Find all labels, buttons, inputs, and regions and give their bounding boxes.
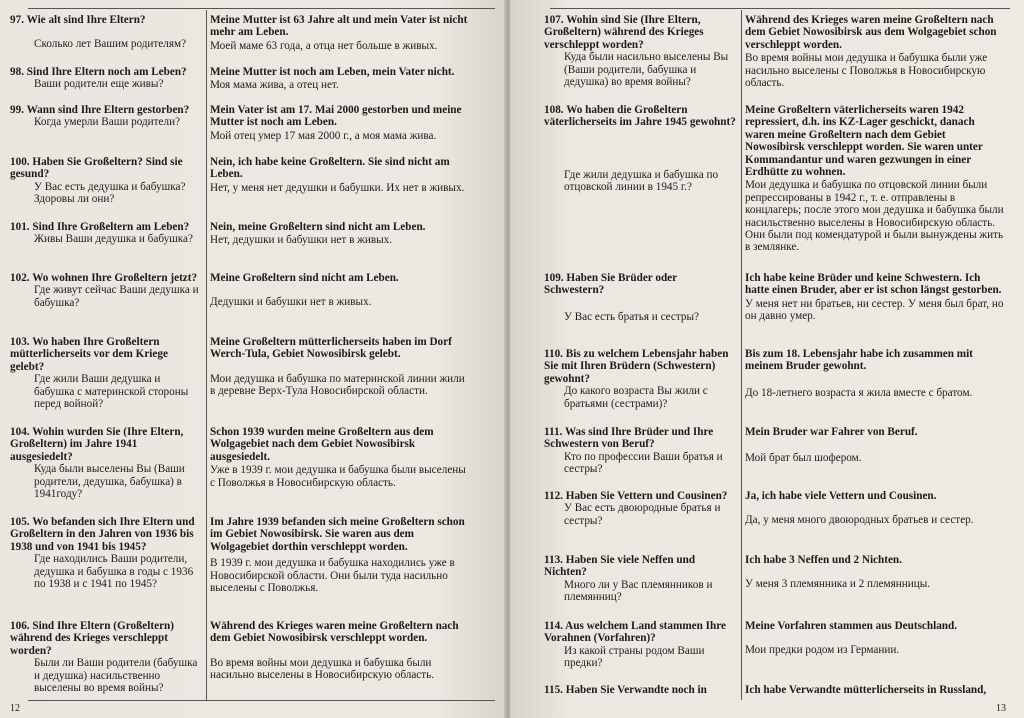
question-de: Wohin wurden Sie (Ihre Eltern, Großeltern) im Jahre 1941 ausgesiedelt? (10, 426, 184, 463)
question (10, 104, 202, 129)
question-ru: У Вас есть дедушка и бабушка? Здоровы ли они? (34, 180, 186, 206)
answer-de: Meine Großeltern väterlicherseits waren 1942 repressiert, d.h. ins KZ-Lager geschickt, danach waren meine Großeltern nach dem Gebiet Nowosibirsk verschleppt worden. Sie waren unter Kommandantur und waren gezwungen in einer Erdhütte zu wohnen. (745, 104, 983, 179)
question-number: 97. (10, 14, 24, 26)
column-divider (741, 10, 742, 700)
answer-ru: Нет, у меня нет дедушки и бабушки. Их нет в живых. (210, 181, 465, 194)
question-ru: Много ли у Вас племянников и племянниц? (564, 578, 713, 604)
question (10, 426, 202, 500)
question (10, 336, 202, 410)
answer-ru: Во время войны мои дедушка и бабушка были насильно выселены в Новосибирскую область. (210, 656, 435, 682)
question-number: 99. (10, 104, 24, 116)
question-number: 111. (544, 426, 563, 438)
question (544, 272, 738, 323)
question-de: Wohin sind Sie (Ihre Eltern, Großeltern) während des Krieges verschleppt worden? (544, 14, 704, 51)
question-number: 110. (544, 348, 563, 360)
question-ru: Где живут сейчас Ваши дедушка и бабушка? (34, 284, 199, 309)
question-number: 102. (10, 272, 30, 284)
answer (745, 490, 1007, 527)
question (544, 14, 738, 88)
answer (210, 104, 470, 142)
answer (745, 348, 1007, 399)
question-number: 105. (10, 516, 30, 528)
question-ru: У Вас есть двоюродные братья и сестры? (564, 502, 721, 527)
table-rule (28, 700, 495, 701)
question-de: Bis zu welchem Lebensjahr haben Sie mit Ihren Brüdern (Schwestern) gewohnt? (544, 348, 729, 385)
question-number: 107. (544, 14, 564, 26)
answer-de: Schon 1939 wurden meine Großeltern aus dem Wolgagebiet nach dem Gebiet Nowosibirsk ausgesiedelt. (210, 426, 434, 463)
question-de: Sind Ihre Eltern noch am Leben? (26, 66, 187, 78)
answer (210, 221, 470, 247)
question-de: Wo haben Ihre Großeltern mütterlicherseits vor dem Kriege gelebt? (10, 336, 168, 373)
question-ru: Сколько лет Вашим родителям? (34, 38, 187, 51)
answer (210, 272, 470, 309)
answer-de: Meine Großeltern mütterlicherseits haben im Dorf Werch-Tula, Gebiet Nowosibirsk gelebt. (210, 336, 452, 361)
answer-ru: У меня нет ни братьев, ни сестер. У меня был брат, но он давно умер. (745, 297, 1004, 323)
answer (210, 156, 470, 194)
answer (745, 426, 1007, 465)
question-number: 103. (10, 336, 30, 348)
question (544, 348, 738, 410)
question (544, 490, 738, 527)
question-de: Haben Sie Verwandte noch in (565, 684, 707, 696)
answer-de: Mein Bruder war Fahrer von Beruf. (745, 426, 918, 438)
question-number: 113. (544, 554, 563, 566)
answer (210, 336, 470, 398)
answer-ru: Уже в 1939 г. мои дедушка и бабушка были выселены с Поволжья в Новосибирскую область. (210, 464, 466, 489)
right-page (510, 0, 1024, 718)
answer-ru: Мои дедушка и бабушка по материнской линии жили в деревне Верх-Тула Новосибирской области. (210, 372, 465, 398)
answer (745, 554, 1007, 591)
answer-ru: Во время войны мои дедушка и бабушка были уже насильно выселены с Поволжья в Новосибирскую область. (745, 52, 988, 90)
answer-ru: Да, у меня много двоюродных братьев и сестер. (745, 514, 974, 527)
answer-ru: Мой отец умер 17 мая 2000 г., а моя мама жива. (210, 129, 437, 142)
question-ru: Из какой страны родом Ваши предки? (564, 644, 705, 670)
question-ru: Кто по профессии Ваши братья и сестры? (564, 450, 723, 476)
answer-de: Während des Krieges waren meine Großeltern nach dem Gebiet Nowosibirsk verschleppt worden. (210, 620, 459, 645)
question-number: 114. (544, 620, 563, 632)
answer (745, 272, 1007, 323)
question-number: 106. (10, 620, 30, 632)
question-de: Haben Sie Großeltern? Sind sie gesund? (10, 156, 183, 181)
question-ru: Где жили Ваши дедушка и бабушка с материнской стороны перед войной? (34, 373, 189, 411)
question (544, 104, 738, 194)
answer-ru: Дедушки и бабушки нет в живых. (210, 296, 372, 309)
answer-ru: Моя мама жива, а отец нет. (210, 79, 339, 92)
question-de: Sind Ihre Eltern (Großeltern) während des Krieges verschleppt worden? (10, 620, 174, 657)
answer-ru: Мои дедушка и бабушка по отцовской линии были репрессированы в 1942 г., т. е. отправлены в концлагерь; после этого мои дедушка и бабушка были насильственно выселены в Новосибирскую область. Они были под комендатурой и были вынуждены жить в землянке. (745, 179, 1004, 254)
question-number: 100. (10, 156, 30, 168)
left-page (0, 0, 506, 718)
question-de: Wo befanden sich Ihre Eltern und Großeltern in den Jahren von 1936 bis 1938 und von 1941 bis 1945? (10, 516, 195, 553)
answer-ru: Мой брат был шофером. (745, 452, 862, 465)
question-ru: До какого возраста Вы жили с братьями (сестрами)? (564, 385, 708, 410)
question-ru: Куда были выселены Вы (Ваши родители, дедушка, бабушка) в 1941году? (34, 463, 185, 501)
question-ru: Где жили дедушка и бабушка по отцовской линии в 1945 г.? (564, 168, 719, 194)
question-de: Wann sind Ihre Eltern gestorben? (26, 104, 190, 116)
answer-de: Meine Mutter ist 63 Jahre alt und mein Vater ist nicht mehr am Leben. (210, 14, 468, 39)
page-number: 13 (996, 703, 1006, 714)
question-number: 109. (544, 272, 564, 284)
answer (745, 620, 1007, 657)
question (544, 620, 738, 670)
answer-ru: Нет, дедушки и бабушки нет в живых. (210, 234, 393, 247)
answer (745, 104, 1007, 254)
question-ru: У Вас есть братья и сестры? (564, 310, 699, 323)
answer (745, 684, 1007, 696)
question (10, 156, 202, 206)
question (544, 426, 738, 476)
question (544, 554, 738, 604)
answer-de: Ich habe Verwandte mütterlicherseits in Russland, (745, 684, 987, 696)
question-ru: Были ли Ваши родители (бабушка и дедушка) насильственно выселены во время войны? (34, 657, 198, 695)
answer-de: Nein, ich habe keine Großeltern. Sie sind nicht am Leben. (210, 156, 450, 181)
answer-ru: В 1939 г. мои дедушка и бабушка находились уже в Новосибирской области. Они были туда насильно выселены с Поволжья. (210, 557, 455, 595)
question-number: 115. (544, 684, 563, 696)
answer-de: Nein, meine Großeltern sind nicht am Leben. (210, 221, 426, 233)
answer-ru: До 18-летнего возраста я жила вместе с братом. (745, 386, 973, 399)
question-number: 108. (544, 104, 564, 116)
question-de: Was sind Ihre Brüder und Ihre Schwestern von Beruf? (544, 426, 714, 451)
question (10, 620, 202, 694)
question-de: Wie alt sind Ihre Eltern? (26, 14, 146, 26)
answer-de: Im Jahre 1939 befanden sich meine Großeltern schon im Gebiet Nowosibirsk. Sie waren aus dem Wolgagebiet dorthin verschleppt worden. (210, 516, 465, 553)
answer-de: Während des Krieges waren meine Großeltern nach dem Gebiet Nowosibirsk aus dem Wolgagebiet schon verschleppt worden. (745, 14, 997, 51)
question (544, 684, 738, 696)
answer-ru: Моей маме 63 года, а отца нет больше в живых. (210, 39, 438, 52)
question (10, 221, 202, 246)
answer (210, 426, 470, 489)
page-number: 12 (10, 703, 20, 714)
answer-de: Mein Vater ist am 17. Mai 2000 gestorben und meine Mutter ist noch am Leben. (210, 104, 462, 129)
answer-de: Ja, ich habe viele Vettern und Cousinen. (745, 490, 937, 502)
question-de: Wo haben die Großeltern väterlicherseits im Jahre 1945 gewohnt? (544, 104, 736, 129)
answer-de: Meine Großeltern sind nicht am Leben. (210, 272, 399, 284)
answer-de: Bis zum 18. Lebensjahr habe ich zusammen mit meinem Bruder gewohnt. (745, 348, 973, 373)
table-rule (28, 8, 495, 9)
question (10, 272, 202, 309)
question-ru: Живы Ваши дедушка и бабушка? (34, 233, 193, 246)
table-rule (550, 8, 1010, 9)
question-de: Wo wohnen Ihre Großeltern jetzt? (32, 272, 198, 284)
answer-de: Ich habe keine Brüder und keine Schwestern. Ich hatte einen Bruder, aber er ist schon längst gestorben. (745, 272, 1002, 297)
answer-de: Meine Mutter ist noch am Leben, mein Vater nicht. (210, 66, 455, 78)
answer-ru: У меня 3 племянника и 2 племянницы. (745, 578, 931, 591)
question (10, 66, 202, 91)
question (10, 14, 202, 51)
question-ru: Где находились Ваши родители, дедушка и бабушка в годы с 1936 по 1938 и с 1941 по 1945? (34, 553, 194, 591)
answer (210, 516, 470, 594)
column-divider (206, 10, 207, 700)
question-number: 104. (10, 426, 30, 438)
question-ru: Когда умерли Ваши родители? (34, 116, 181, 129)
question-de: Haben Sie Vettern und Cousinen? (565, 490, 728, 502)
question-de: Sind Ihre Großeltern am Leben? (32, 221, 190, 233)
answer (210, 14, 470, 52)
answer-ru: Мои предки родом из Германии. (745, 644, 900, 657)
answer (745, 14, 1007, 89)
question-de: Haben Sie viele Neffen und Nichten? (544, 554, 696, 579)
answer-de: Ich habe 3 Neffen und 2 Nichten. (745, 554, 902, 566)
question (10, 516, 202, 590)
answer-de: Meine Vorfahren stammen aus Deutschland. (745, 620, 958, 632)
question-ru: Куда были насильно выселены Вы (Ваши родители, бабушка и дедушка) во время войны? (564, 51, 729, 89)
answer (210, 620, 470, 682)
question-de: Haben Sie Brüder oder Schwestern? (544, 272, 677, 297)
question-number: 101. (10, 221, 30, 233)
question-number: 98. (10, 66, 24, 78)
answer (210, 66, 470, 92)
question-de: Aus welchem Land stammen Ihre Vorahnen (Vorfahren)? (544, 620, 726, 645)
question-number: 112. (544, 490, 563, 502)
question-ru: Ваши родители еще живы? (34, 78, 164, 91)
